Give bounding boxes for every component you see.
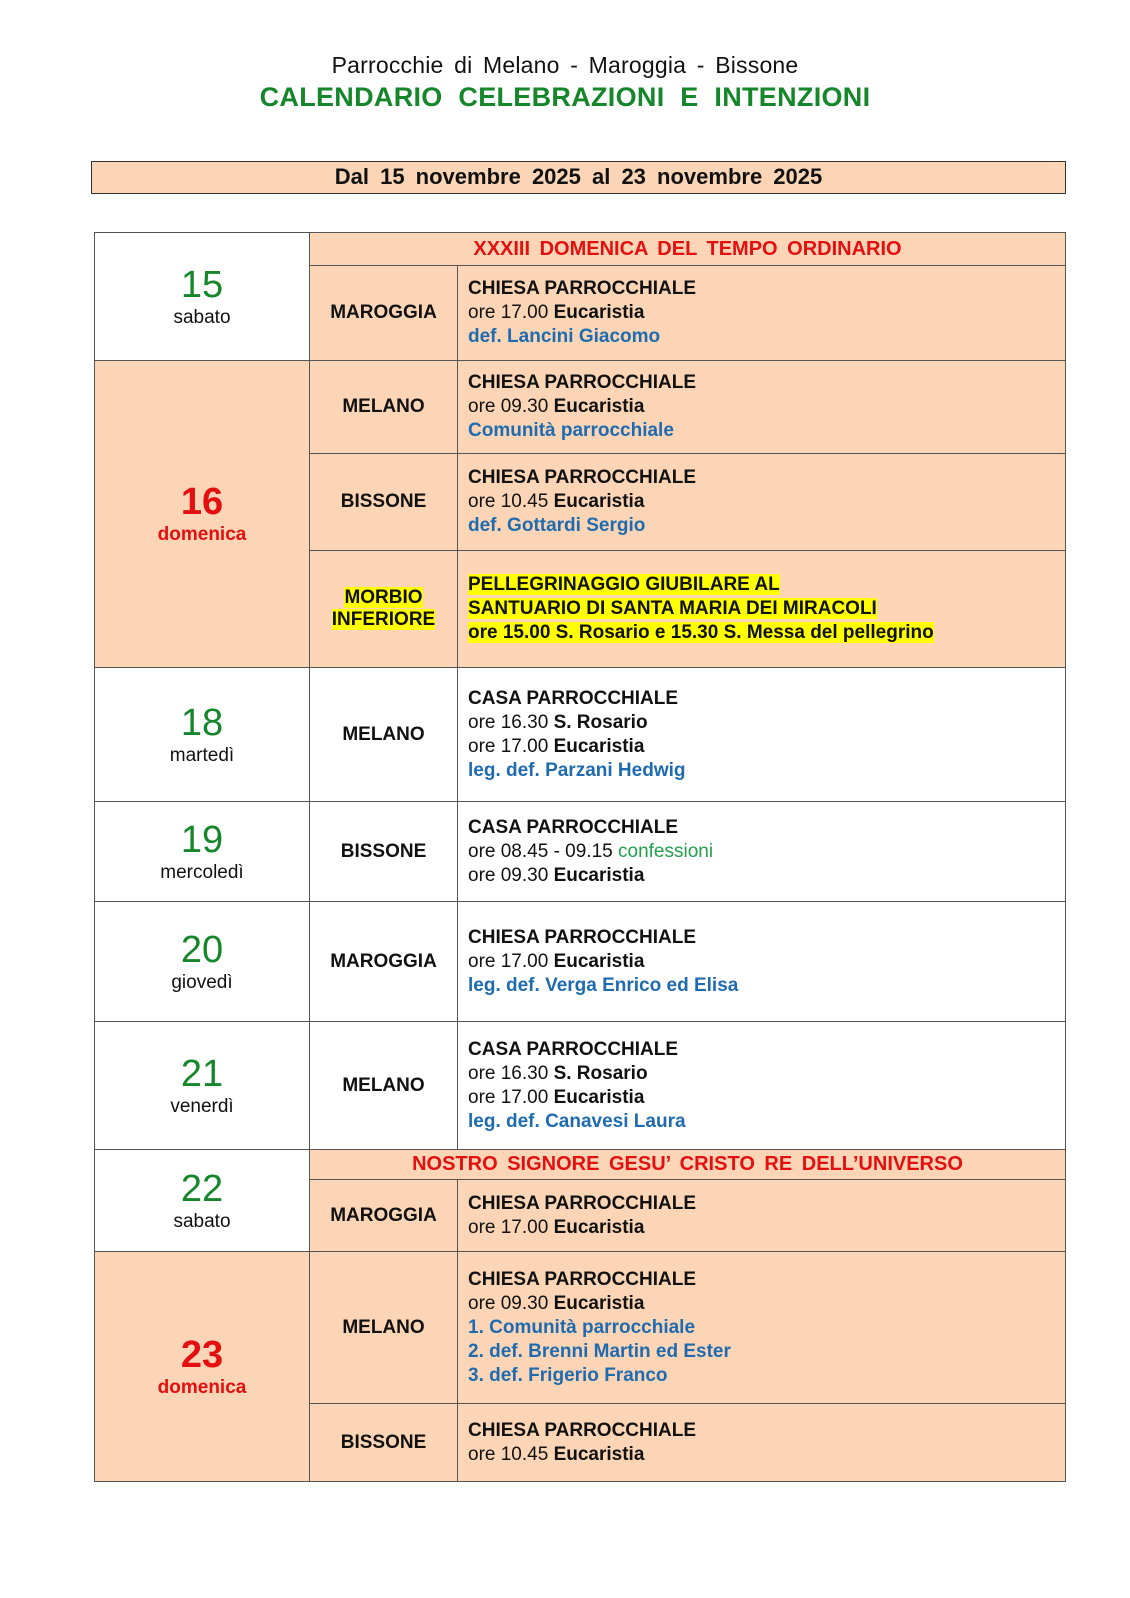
event-name: Eucaristia [553, 950, 645, 972]
day-cell-23 [95, 1252, 310, 1482]
place-cell: BISSONE [310, 454, 458, 551]
event-line [468, 1443, 1055, 1467]
table-row [95, 1150, 1066, 1180]
detail-cell [458, 1252, 1066, 1404]
intention: leg. def. Parzani Hedwig [468, 759, 686, 781]
event-name: confessioni [618, 840, 714, 862]
event-line [468, 1062, 1055, 1086]
location: CHIESA PARROCCHIALE [468, 372, 697, 393]
event-time: ore 17.00 [468, 1216, 554, 1238]
event-time: ore 16.30 [468, 711, 554, 733]
location: CHIESA PARROCCHIALE [468, 926, 697, 948]
table-row [95, 1022, 1066, 1150]
location: CASA PARROCCHIALE [468, 1038, 679, 1060]
event-line [468, 864, 1055, 888]
detail-cell [458, 454, 1066, 551]
place-cell: MELANO [310, 361, 458, 454]
date-range: Dal 15 novembre 2025 al 23 novembre 2025 [91, 161, 1066, 194]
event-name: Eucaristia [553, 735, 645, 757]
place-line: INFERIORE [331, 609, 436, 630]
location: CHIESA PARROCCHIALE [468, 1192, 697, 1214]
document-title: CALENDARIO CELEBRAZIONI E INTENZIONI [259, 82, 871, 112]
page-header [0, 52, 1130, 113]
event-name: S. Rosario [553, 1062, 648, 1084]
pilgrimage-line: SANTUARIO DI SANTA MARIA DEI MIRACOLI [468, 598, 877, 619]
day-number: 19 [180, 818, 224, 861]
intention: leg. def. Verga Enrico ed Elisa [468, 974, 739, 996]
day-number: 15 [180, 263, 224, 306]
day-cell-18 [95, 668, 310, 802]
place-cell: BISSONE [310, 1404, 458, 1482]
event-time: ore 09.30 [468, 1292, 554, 1314]
table-row [95, 802, 1066, 902]
event-name: Eucaristia [553, 1086, 645, 1108]
detail-cell [458, 1180, 1066, 1252]
day-name: venerdì [170, 1095, 234, 1117]
detail-cell [458, 668, 1066, 802]
day-cell-22 [95, 1150, 310, 1252]
event-line [468, 735, 1055, 759]
event-line [468, 711, 1055, 735]
place-line: MORBIO [344, 587, 423, 608]
table-row [95, 1252, 1066, 1404]
day-name: domenica [157, 1376, 247, 1398]
event-time: ore 16.30 [468, 1062, 554, 1084]
day-name: mercoledì [160, 861, 244, 883]
day-name: giovedì [171, 971, 233, 993]
table-row [95, 361, 1066, 454]
feast-title: NOSTRO SIGNORE GESU’ CRISTO RE DELL’UNIVERSO [310, 1150, 1066, 1180]
event-line [468, 301, 1055, 325]
intention: leg. def. Canavesi Laura [468, 1110, 686, 1132]
event-time: ore 17.00 [468, 1086, 554, 1108]
day-cell-20 [95, 902, 310, 1022]
event-line [468, 395, 1055, 419]
intention: def. Lancini Giacomo [468, 326, 661, 347]
parishes-subtitle: Parrocchie di Melano - Maroggia - Bissone [331, 52, 799, 78]
event-time: ore 09.30 [468, 396, 554, 417]
intention: Comunità parrocchiale [468, 420, 674, 441]
event-line [468, 950, 1055, 974]
calendar-table [94, 232, 1066, 1482]
event-name: Eucaristia [553, 396, 645, 417]
place-cell: MAROGGIA [310, 902, 458, 1022]
place-cell: MELANO [310, 668, 458, 802]
event-time: ore 10.45 [468, 491, 554, 512]
detail-cell [458, 1022, 1066, 1150]
event-line [468, 1292, 1055, 1316]
event-name: Eucaristia [553, 1292, 645, 1314]
event-name: Eucaristia [553, 864, 645, 886]
intention: 2. def. Brenni Martin ed Ester [468, 1340, 731, 1362]
table-row [95, 902, 1066, 1022]
location: CHIESA PARROCCHIALE [468, 1419, 697, 1441]
event-line [468, 1216, 1055, 1240]
day-cell-19 [95, 802, 310, 902]
event-time: ore 17.00 [468, 735, 554, 757]
intention: 3. def. Frigerio Franco [468, 1364, 668, 1386]
detail-cell [458, 802, 1066, 902]
place-cell: MELANO [310, 1252, 458, 1404]
intention: 1. Comunità parrocchiale [468, 1316, 696, 1338]
event-line [468, 1086, 1055, 1110]
day-number: 22 [180, 1167, 224, 1210]
event-line [468, 490, 1055, 514]
location: CASA PARROCCHIALE [468, 816, 679, 838]
place-cell: MAROGGIA [310, 266, 458, 361]
place-cell: BISSONE [310, 802, 458, 902]
event-time: ore 09.30 [468, 864, 554, 886]
detail-cell [458, 266, 1066, 361]
day-number: 23 [180, 1333, 224, 1376]
event-name: Eucaristia [553, 1216, 645, 1238]
detail-cell [458, 551, 1066, 668]
day-number: 18 [180, 701, 224, 744]
detail-cell [458, 1404, 1066, 1482]
day-cell-15 [95, 233, 310, 361]
table-row [95, 233, 1066, 266]
detail-cell [458, 361, 1066, 454]
day-number: 20 [180, 928, 224, 971]
day-number: 21 [180, 1052, 224, 1095]
location: CHIESA PARROCCHIALE [468, 278, 697, 299]
pilgrimage-line: PELLEGRINAGGIO GIUBILARE AL [468, 574, 780, 595]
location: CASA PARROCCHIALE [468, 687, 679, 709]
table-row [95, 668, 1066, 802]
pilgrimage-line: ore 15.00 S. Rosario e 15.30 S. Messa del pellegrino [468, 622, 934, 643]
place-cell: MAROGGIA [310, 1180, 458, 1252]
event-time: ore 08.45 - 09.15 [468, 840, 618, 862]
detail-cell [458, 902, 1066, 1022]
event-time: ore 17.00 [468, 950, 554, 972]
day-number: 16 [180, 481, 224, 523]
event-line [468, 840, 1055, 864]
day-name: sabato [173, 306, 231, 328]
day-cell-21 [95, 1022, 310, 1150]
event-name: S. Rosario [553, 711, 648, 733]
intention: def. Gottardi Sergio [468, 515, 646, 536]
place-cell: MELANO [310, 1022, 458, 1150]
day-cell-16 [95, 361, 310, 668]
day-name: sabato [173, 1210, 231, 1232]
location: CHIESA PARROCCHIALE [468, 1268, 697, 1290]
event-time: ore 17.00 [468, 302, 554, 323]
location: CHIESA PARROCCHIALE [468, 467, 697, 488]
day-name: domenica [157, 524, 247, 545]
place-cell [310, 551, 458, 668]
day-name: martedì [169, 744, 235, 766]
event-name: Eucaristia [553, 1443, 645, 1465]
event-time: ore 10.45 [468, 1443, 554, 1465]
event-name: Eucaristia [553, 302, 645, 323]
feast-title: XXXIII DOMENICA DEL TEMPO ORDINARIO [310, 233, 1066, 266]
event-name: Eucaristia [553, 491, 645, 512]
